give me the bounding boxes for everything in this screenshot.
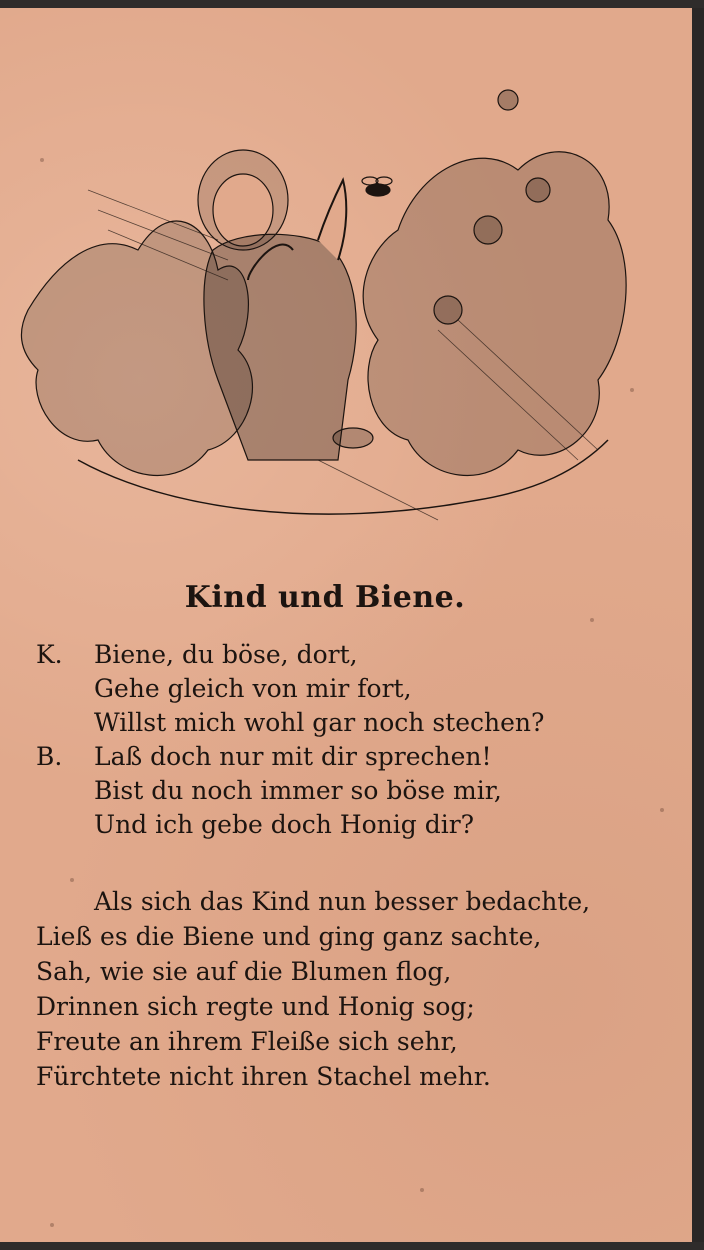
verse-text: Ließ es die Biene und ging ganz sachte, bbox=[36, 922, 542, 951]
verse-text: Willst mich wohl gar noch stechen? bbox=[94, 708, 545, 737]
speaker-label: K. bbox=[36, 640, 63, 669]
poem-title: Kind und Biene. bbox=[184, 580, 466, 615]
verse-text: Fürchtete nicht ihren Stachel mehr. bbox=[36, 1062, 491, 1091]
page-edge bbox=[692, 8, 704, 1242]
child-and-bee-engraving bbox=[18, 80, 638, 540]
verse-text: Drinnen sich regte und Honig sog; bbox=[36, 992, 475, 1021]
book-page bbox=[0, 8, 696, 1242]
verse-text: Biene, du böse, dort, bbox=[94, 640, 358, 669]
verse-text: Bist du noch immer so böse mir, bbox=[94, 776, 502, 805]
verse-text: Sah, wie sie auf die Blumen flog, bbox=[36, 957, 452, 986]
verse-text: Laß doch nur mit dir sprechen! bbox=[94, 742, 492, 771]
verse-text: Als sich das Kind nun besser bedachte, bbox=[94, 887, 591, 916]
verse-text: Und ich gebe doch Honig dir? bbox=[94, 810, 475, 839]
speaker-label: B. bbox=[36, 742, 63, 771]
verse-text: Freute an ihrem Fleiße sich sehr, bbox=[36, 1027, 458, 1056]
verse-text: Gehe gleich von mir fort, bbox=[94, 674, 412, 703]
bee-icon bbox=[362, 177, 392, 196]
